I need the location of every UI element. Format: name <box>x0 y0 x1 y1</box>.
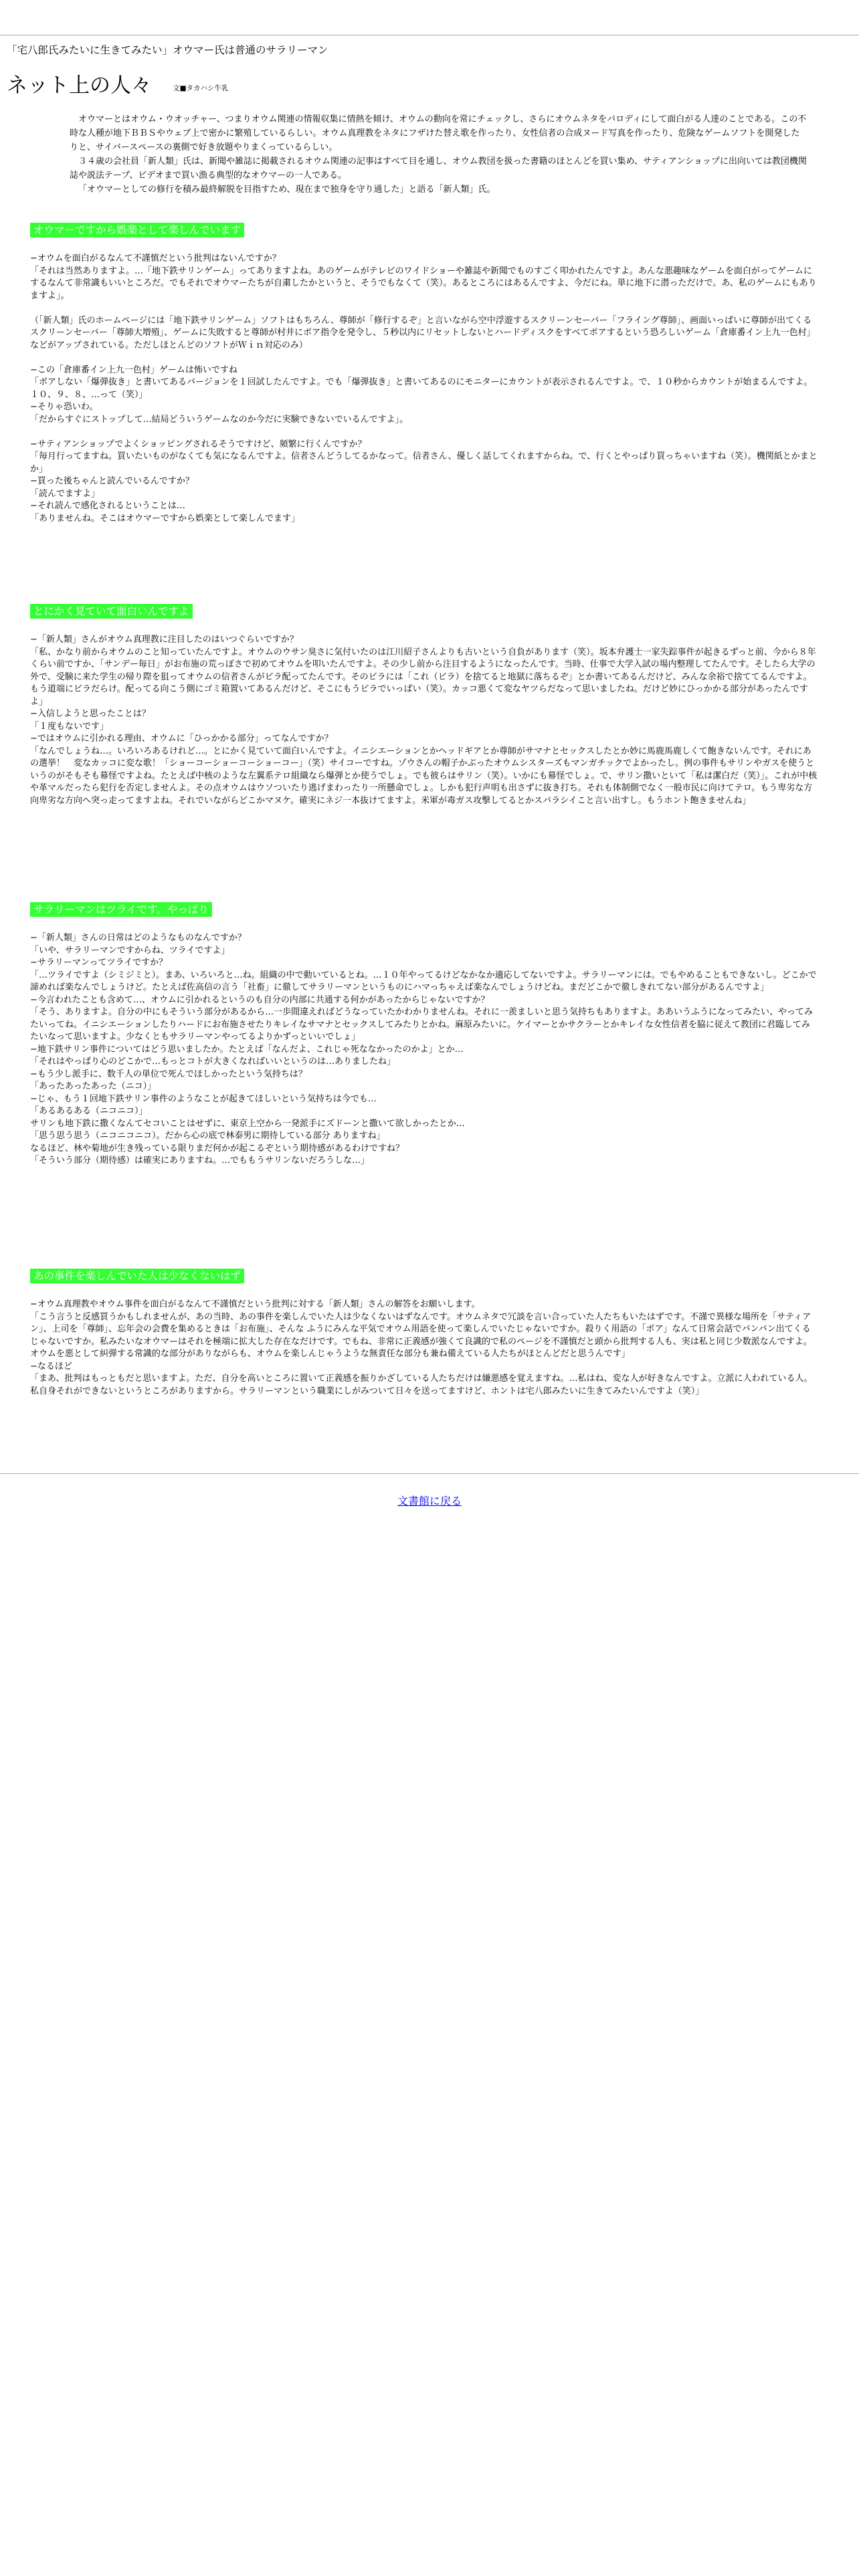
section-heading: あの事件を楽しんでいた人は少なくないはず <box>30 1269 244 1283</box>
section-heading: とにかく見ていて面白いんですよ <box>30 604 193 619</box>
intro-paragraph: オウマーとはオウム・ウオッチャー、つまりオウム関連の情報収集に情熱を傾け、オウムの動向を常にチェックし、さらにオウムネタをパロディにして面白がる人達のことである。この不時な人種が地下ＢＢＳやウェブ上で密かに繁殖しているらしい。オウム真理教をネタにフザけた替え歌を作ったり、女性信者の合成ヌード写真を作ったり、危険なゲームソフトを開発したりと、サイバースペースの裏側で好き放題やりまくっているらしい。 <box>70 114 807 152</box>
section-body <box>30 932 818 1168</box>
paragraph: −「新人類」さんの日常はどのようなものなんですか？ 「いや、サラリーマンですからね、ツライですよ」 −サラリーマンってツライですか？ 「…ツライですよ（シミジミと）。まあ、いろいろと…ね。組織の中で動いているとね。…１０年やってるけどなかなか適応してないですよ。サラリーマンには。でもやめることもできないし。どこかで諦めれば楽なんでしょうけど。たとえば佐高信の言う「社畜」に徹してサラリーマンというものにハマっちゃえば楽なんでしょうけどね。まだどこかで徹しきれてない部分があるんですよ」 −今言われたことも含めて…、オウムに引かれるというのも自分の内部に共通する何かがあったからじゃないですか？ 「そう、ありますよ。自分の中にもそういう部分があるから…一歩間違えればどうなっていたかわかりませんね。それに一羨ましいと思う気持ちもありますよ。ああいうふうになってみたい、やってみたいってね。イニシエーションしたりハードにお布施させたりキレイなサマナとセックスしてみたりとかね。麻原みたいに。ケイマーとかサクラーとかキレイな女性信者を脇に従えて教団に君臨してみたいなって思いますよ。少なくともサラリーマンやってるよりかずっといいでしょ」 −地下鉄サリン事件についてはどう思いましたか。たとえば「なんだよ、これじゃ死ななかったのかよ」とか… 「それはやっぱり心のどこかで…もっとコトが大きくなればいいというのは…ありましたね」 −もう少し派手に、数千人の単位で死んでほしかったという気持ちは？ 「あったあったあった（ニコ）」 −じゃ、もう１回地下鉄サリン事件のようなことが起きてほしいという気持ちは今でも… 「あるあるある（ニコニコ）」 サリンも地下鉄に撒くなんてセコいことはせずに、東京上空から一発派手にズドーンと撒いて欲しかったとか… 「思う思う思う（ニコニコニコ）。だから心の底で林泰男に期待している部分 ありますね」 なるほど、林や菊地が生き残っている限りまだ何かが起こるぞという期待感があるわけですね？ 「そういう部分（期待感）は確実にありますね。…でももうサリンないだろうしな…」 <box>30 933 817 1166</box>
section-heading: サラリーマンはツライです。やっぱり <box>30 902 212 917</box>
intro <box>70 112 808 197</box>
page-title: ネット上の人々 <box>7 74 152 98</box>
paragraph: −オウムを面白がるなんて不謹慎だという批判はないんですか？ 「それは当然ありますよ。…「地下鉄サリンゲーム」ってありますよね。あのゲームがテレビのワイドショーや雑誌や新聞でものすごく叩かれたんですよ。あんな悪趣味なゲームを面白がってゲームにするなんて非常識もいいところだ。でもそれでオウマーたちが自粛したかというと、そうでもなくて（笑）。あるところにはあるんですよ、今だにね。単に地下に潜っただけで。あ、私のゲームにもありますよ」。 <box>30 253 817 301</box>
paragraph: −この「倉庫番イン上九一色村」ゲームは怖いですね 「ボアしない「爆弾抜き」と書いてあるバージョンを１回試したんですよ。でも「爆弾抜き」と書いてあるのにモニターにカウントが表示されるんですよ。で、１０秒からカウントが始まるんですよ。１０、９、８、…って（笑）」 −そりゃ恐いわ。 「だからすぐにストップして…結局どういうゲームなのか今だに実験できないでいるんですよ」。 <box>30 364 813 425</box>
bottom-rule <box>0 1473 859 1474</box>
lede: 「宅八郎氏みたいに生きてみたい」オウマー氏は普通のサラリーマン <box>7 44 328 56</box>
paragraph: −オウム真理教やオウム事件を面白がるなんて不謹慎だという批判に対する「新人類」さんの解答をお願いします。 「こう言うと反感買うかもしれませんが、あの当時、あの事件を楽しんでいた人は少なくないはずなんです。オウムネタで冗談を言い合っていた人たちもいたはずです。不謹で異様な場所を「サティアン」、上司を「尊師」、忘年会の会費を集めるときは「お布施」、そんな ふうにみんな平気でオウム用語を使って楽しんでいたじゃないですか。殺りく用語の「ポア」なんて日常会話でバンバン出てくるじゃないですか。私みたいなオウマーはそれを極端に拡大した存在なだけです。でもね、非常に正義感が強くて良識的で私のページを不謹慎だと頭から批判する人も、実は私と同じ少数派なんですよ。オウムを悪として糾弾する常識的な部分がありながらも、オウムを楽しんじゃうような無責任な部分も兼ね備えている人たちがほとんどだと思うんです」 −なるほど 「まあ、批判はもっともだと思いますよ。ただ、自分を高いところに置いて正義感を振りかざしている人たちだけは嫌悪感を覚えますね。…私はね、変な人が好きなんですよ。立派に人われている人。私自身それができないというところがありますから。サラリーマンという職業にしがみついて日々を送ってますけど、ホントは宅八郎みたいに生きてみたいんですよ（笑）」 <box>30 1299 813 1396</box>
intro-paragraph: ３４歳の会社員「新人類」氏は、新聞や雑誌に掲載されるオウム関連の記事はすべて目を通し、オウム教団を扱った書籍のほとんどを買い集め、サティアンショップに出向いては教団機関誌や説法テープ、ビデオまで買い漁る典型的なオウマーの一人である。 <box>70 156 807 181</box>
section-heading: オウマーですから娯楽として楽しんでいます <box>30 223 244 237</box>
back-to-archive-link[interactable]: 文書館に戻る <box>397 1495 462 1507</box>
paragraph: （「新人類」氏のホームページには「地下鉄サリンゲーム」ソフトはもちろん、尊師が「修行するぞ」と言いながら空中浮遊するスクリーンセーバー「フライング尊師」、画面いっぱいに尊師が出てくるスクリーンセーバー「尊師大増殖」、ゲームに失敗すると尊師が村井にポア指令を発令し、５秒以内にリセットしないとハードディスクをすべてポアするという恐ろしいゲーム「倉庫番イン上九一色村」などがアップされている。ただしほとんどのソフトがＷｉｎ対応のみ） <box>30 315 816 350</box>
paragraph: −「新人類」さんがオウム真理教に注目したのはいつぐらいですか？ 「私、かなり前からオウムのこと知っていたんですよ。オウムのウサン臭さに気付いたのは江川紹子さんよりも古いという自負があります（笑）。坂本弁護士一家失踪事件が起きるずっと前、今から８年くらい前ですか、「サンデー毎日」がお布施の荒っぽさで初めてオウムを叩いたんですよ。その少し前から注目するようになったんです。当時、仕事で大学入試の場内整理してたんです。そしたら大学の外で、受験に来た学生の帰り際を狙ってオウムの信者さんがビラ配ってたんです。そのビラには「これ（ビラ）を捨てると地獄に落ちるぞ」とか書いてあるんだけど、みんな余裕で捨ててるんですよ。もう道端にビラだらけ。配ってる向こう側にゴミ箱置いてあるんだけど、そこにもうビラでいっぱい（笑）。カッコ悪くて変なヤツらだなって思いましたね。だけど妙にひっかかる部分があったんですよ」 −入信しようと思ったことは？ 「１度もないです」 −ではオウムに引かれる理由、オウムに「ひっかかる部分」ってなんですか？ 「なんでしょうね…。いろいろあるけれど…。とにかく見ていて面白いんですよ。イニシエーションとかヘッドギアとか尊師がサマナとセックスしたとか妙に馬鹿馬鹿しくて飽きないんです。それにあの選挙！ 変なカッコに変な歌！「ショーコーショーコーショーコー」（笑）サイコーですね。ゾウさんの帽子かぶったオウムシスターズもマンガチックでよかったし。例の事件もサリンやガスを使うというのがそもそも幕怪ですよね。たとえば中核のような左翼系テロ組織なら爆弾とか使うでしょ。でも彼らはサリン（笑）。いかにも幕怪でしょ。で、サリン撒いといて「私は潔白だ（笑）」。これが中核や革マルだったら犯行を否定しませんよ。その点オウムはウソついたり逃げまわったり一所懸命でしょ。しかも犯行声明も出さずに抜き打ち。それも体制側でなく一般市民に向けてテロ。もう卑劣な方向卑劣な方向へ突っ走ってますよね。それでいながらどこかマヌケ。確実にネジ一本抜けてますよ。米軍が毒ガス攻撃してるとかスパラシイこと言い出すし。もうホント飽きませんね」 <box>30 635 818 806</box>
title-row <box>7 72 229 99</box>
byline: 文■タカハシ牛乳 <box>173 84 229 92</box>
section-body <box>30 1299 818 1398</box>
section-body <box>30 253 818 525</box>
section-body <box>30 634 818 807</box>
paragraph: −サティアンショップでよくショッピングされるそうですけど、頻繁に行くんですか？ 「毎月行ってますね。買いたいものがなくても気になるんですよ。信者さんどうしてるかなって。信者さん、優しく話してくれますからね。で、行くとやっぱり買っちゃいますね（笑）。機関紙とかまとか」 −買った後ちゃんと読んでいるんですか？ 「読んでますよ」 −それ読んで感化されるということは… 「ありませんね。そこはオウマーですから娯楽として楽しんでます」 <box>30 439 818 524</box>
intro-paragraph: 「オウマーとしての修行を積み最終解脱を目指すため、現在まで独身を守り通した」と語る「新人類」氏。 <box>78 185 496 195</box>
